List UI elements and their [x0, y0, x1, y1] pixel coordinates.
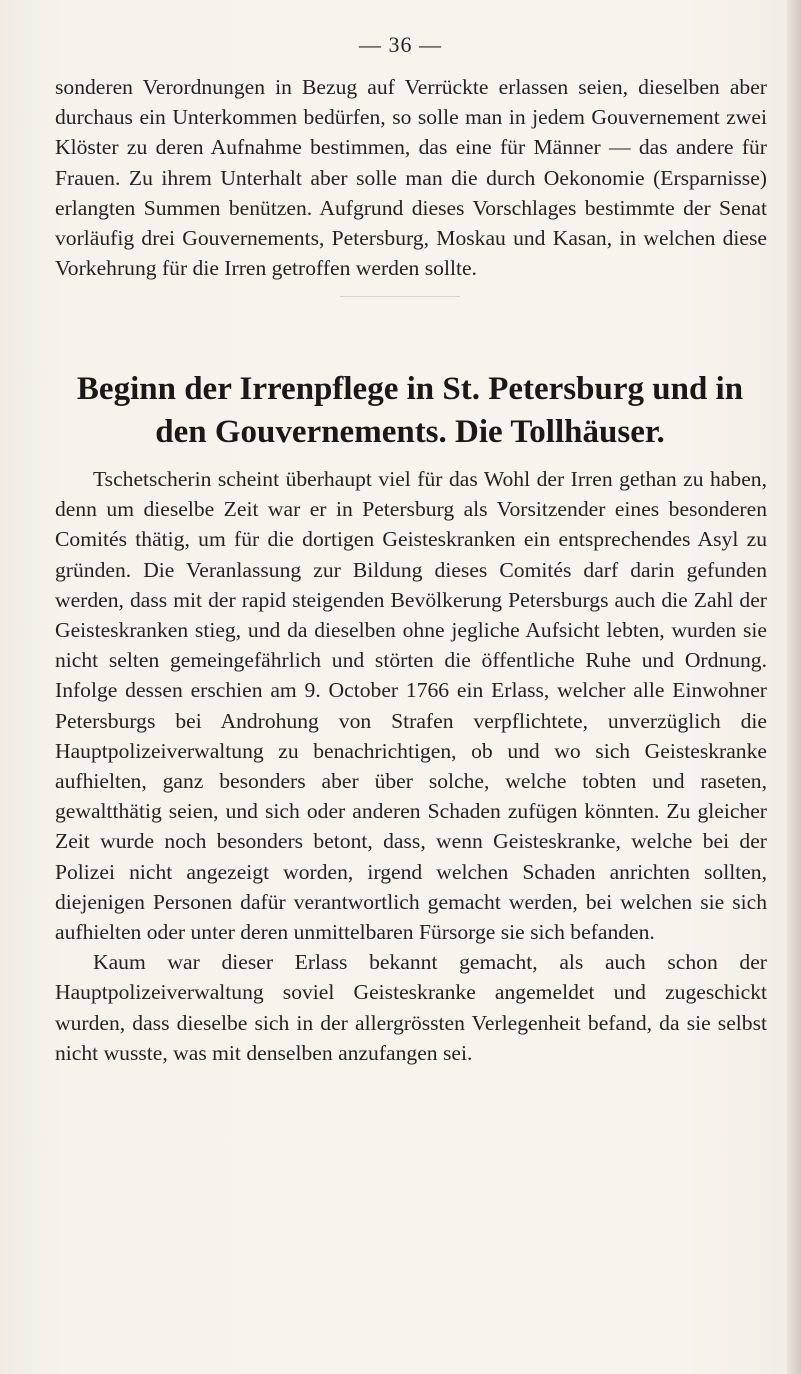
section-heading — [40, 368, 780, 454]
section-paragraph-1: Tschetscherin scheint überhaupt viel für das Wohl der Irren gethan zu haben, denn um dieselbe Zeit war er in Petersburg als Vorsitzender eines besonderen Comités thätig, um für die dortigen Geisteskranken ein entsprechendes Asyl zu gründen. Die Veranlassung zur Bildung dieses Comités darf darin gefunden werden, dass mit der rapid steigenden Bevölkerung Petersburgs auch die Zahl der Geisteskranken stieg, und da dieselben ohne jegliche Aufsicht lebten, wurden sie nicht selten gemeingefährlich und störten die öffentliche Ruhe und Ordnung. Infolge dessen erschien am 9. October 1766 ein Erlass, welcher alle Einwohner Petersburgs bei Androhung von Strafen verpflichtete, unverzüglich die Hauptpolizeiverwaltung zu benachrichtigen, ob und wo sich Geisteskranke aufhielten, ganz besonders aber über solche, welche tobten und raseten, gewaltthätig seien, und sich oder anderen Schaden zufügen könnten. Zu gleicher Zeit wurde noch besonders betont, dass, wenn Geisteskranke, welche bei der Polizei nicht angezeigt worden, irgend welchen Schaden anrichten sollten, diejenigen Personen dafür verantwortlich gemacht werden, bei welchen sie sich aufhielten oder unter deren unmittelbaren Fürsorge sie sich befanden. — [55, 467, 767, 945]
page-edge — [787, 0, 801, 1374]
section-heading-line-1: Beginn der Irrenpflege in St. Petersburg und in — [76, 371, 744, 407]
intro-paragraph: sonderen Verordnungen in Bezug auf Verrückte erlassen seien, dieselben aber durchaus ein Unterkommen bedürfen, so solle man in jedem Gouvernement zwei Klöster zu deren Aufnahme bestimmen, das eine für Männer — das andere für Frauen. Zu ihrem Unterhalt aber solle man die durch Oekonomie (Ersparnisse) erlangten Summen benützen. Aufgrund dieses Vorschlages bestimmte der Senat vorläufig drei Gouvernements, Petersburg, Moskau und Kasan, in welchen diese Vorkehrung für die Irren getroffen werden sollte. — [55, 75, 767, 281]
page-number: — 36 — — [359, 32, 442, 57]
section-text-block — [55, 464, 767, 1068]
intro-text-block — [55, 72, 767, 283]
section-paragraph-2: Kaum war dieser Erlass bekannt gemacht, als auch schon der Hauptpolizeiverwaltung soviel Geisteskranke angemeldet und zugeschickt wurden, dass dieselbe sich in der allergrössten Verlegenheit befand, da sie selbst nicht wusste, was mit denselben anzufangen sei. — [55, 950, 767, 1065]
section-heading-line-2: den Gouvernements. Die Tollhäuser. — [155, 414, 665, 450]
section-divider — [340, 296, 460, 297]
